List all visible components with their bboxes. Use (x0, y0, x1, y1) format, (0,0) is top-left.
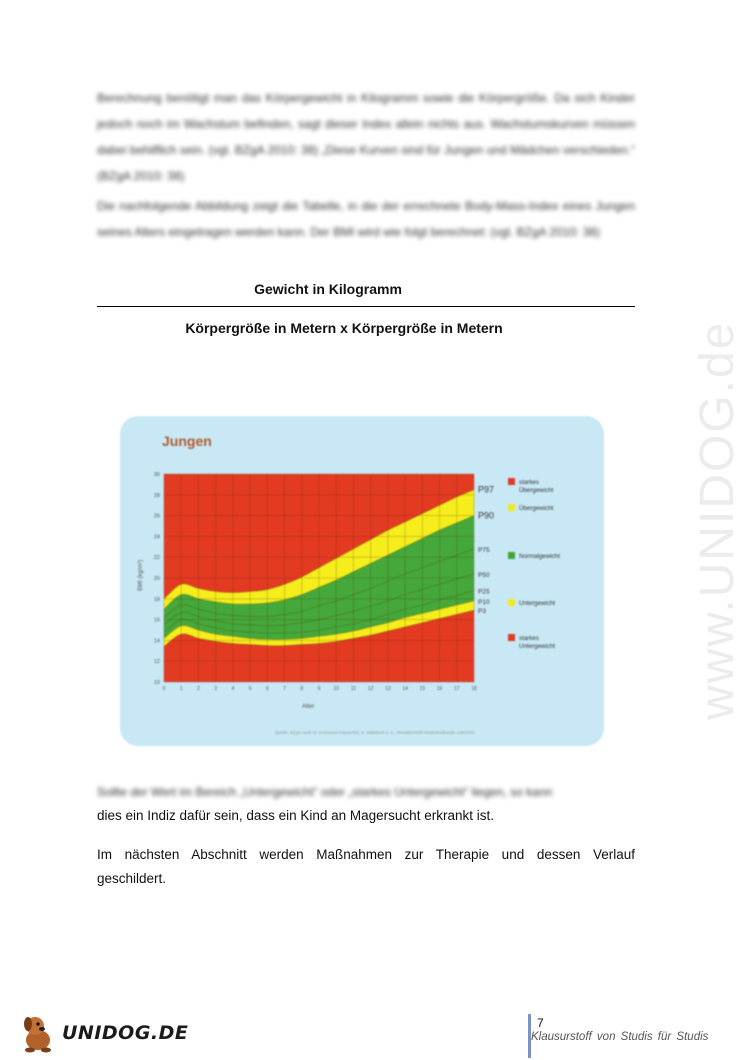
x-tick-label: 6 (265, 686, 269, 692)
paragraph-blurred-2: Die nachfolgende Abbildung zeigt die Tabelle, in die der errechnete Body-Mass-Index eines Jungen seines Alters eingetragen werden kann. Der BMI wird wie folgt berechnet: (vgl. BZgA 2010: 38) (97, 199, 635, 239)
legend-swatch-4 (508, 634, 515, 641)
x-tick-label: 12 (367, 686, 374, 692)
y-tick-label: 16 (153, 617, 160, 624)
y-tick-label: 18 (153, 596, 160, 603)
x-tick-label: 18 (471, 686, 477, 692)
paragraph-blurred-1: Berechnung benötigt man das Körpergewicht in Kilogramm sowie die Körpergröße. Da sich Kinder jedoch noch im Wachstum befinden, sagt dieser Index allein nichts aus. Wachstumskurven müssen dabei behilflich sein. (vgl. BZgA 2010: 38) „Diese Kurven sind für Jungen und Mädchen verschieden.“ (BZgA 2010: 38) (97, 91, 635, 183)
watermark: www.UNIDOG.de (691, 320, 744, 720)
legend-label-2: Normalgewicht (519, 553, 560, 560)
x-tick-label: 17 (453, 686, 460, 692)
x-tick-label: 11 (350, 686, 357, 692)
legend-label-0: starkes Übergewicht (519, 479, 554, 494)
x-tick-label: 16 (436, 686, 443, 692)
x-tick-label: 13 (385, 686, 391, 692)
chart-svg (120, 416, 604, 746)
formula-fraction-line (97, 306, 635, 307)
x-tick-label: 5 (248, 686, 252, 692)
y-tick-label: 10 (153, 680, 160, 686)
paragraph-3: dies ein Indiz dafür sein, dass ein Kind an Magersucht erkrankt ist. (97, 808, 494, 823)
chart-y-axis-label: BMI (kg/m²) (138, 559, 144, 591)
x-tick-label: 4 (231, 686, 235, 692)
y-tick-label: 30 (153, 472, 160, 478)
x-tick-label: 14 (402, 686, 408, 692)
paragraph-blurred-3: Sollte der Wert im Bereich „Untergewicht“ oder „starkes Untergewicht“ liegen, so kann (97, 785, 553, 799)
footer-tagline: Klausurstoff von Studis für Studis (531, 1031, 709, 1043)
percentile-label-p3: P3 (478, 608, 486, 616)
page-number: 7 (537, 1016, 544, 1030)
x-tick-label: 15 (419, 686, 426, 692)
y-tick-label: 20 (153, 576, 160, 582)
y-tick-label: 12 (153, 659, 160, 666)
percentile-label-p90: P90 (478, 510, 495, 521)
x-tick-label: 7 (283, 686, 286, 692)
legend-swatch-2 (508, 552, 515, 559)
y-tick-label: 28 (153, 492, 160, 499)
chart-source-note: Quelle: BZgA nach M. Kromeyer-Hauschild, K. Wabitsch u. a., Monatsschrift Kinderheilkunde 149/2001 (275, 730, 475, 735)
legend-swatch-0 (508, 478, 515, 485)
percentile-label-p75: P75 (478, 546, 490, 554)
y-tick-label: 24 (153, 534, 160, 541)
x-tick-label: 9 (317, 686, 321, 692)
bmi-percentile-chart (120, 416, 604, 746)
unidog-logo (20, 1012, 189, 1054)
logo-text: UNIDOG.DE (62, 1022, 189, 1044)
legend-label-1: Übergewicht (519, 505, 554, 512)
legend-label-3: Untergewicht (519, 600, 556, 607)
legend-label-4: starkes Untergewicht (519, 635, 556, 650)
percentile-label-p50: P50 (478, 571, 490, 579)
legend-swatch-1 (508, 504, 515, 511)
x-tick-label: 10 (333, 686, 340, 692)
chart-x-axis-label: Alter (302, 704, 315, 710)
formula-numerator: Gewicht in Kilogramm (254, 281, 402, 297)
dog-icon (20, 1012, 60, 1054)
x-tick-label: 0 (162, 686, 166, 692)
percentile-label-p25: P25 (478, 588, 490, 596)
formula-denominator: Körpergröße in Metern x Körpergröße in Metern (185, 320, 503, 336)
paragraph-4: Im nächsten Abschnitt werden Maßnahmen zur Therapie und dessen Verlauf geschildert. (97, 847, 635, 886)
percentile-label-p97: P97 (478, 484, 495, 495)
x-tick-label: 3 (214, 686, 218, 692)
y-tick-label: 14 (153, 638, 160, 645)
x-tick-label: 2 (197, 686, 200, 692)
x-tick-label: 8 (300, 686, 304, 692)
legend-swatch-3 (508, 599, 515, 606)
y-tick-label: 26 (153, 513, 160, 520)
percentile-label-p10: P10 (478, 598, 490, 606)
x-tick-label: 1 (179, 686, 183, 692)
y-tick-label: 22 (153, 555, 160, 562)
chart-title: Jungen (162, 433, 212, 449)
